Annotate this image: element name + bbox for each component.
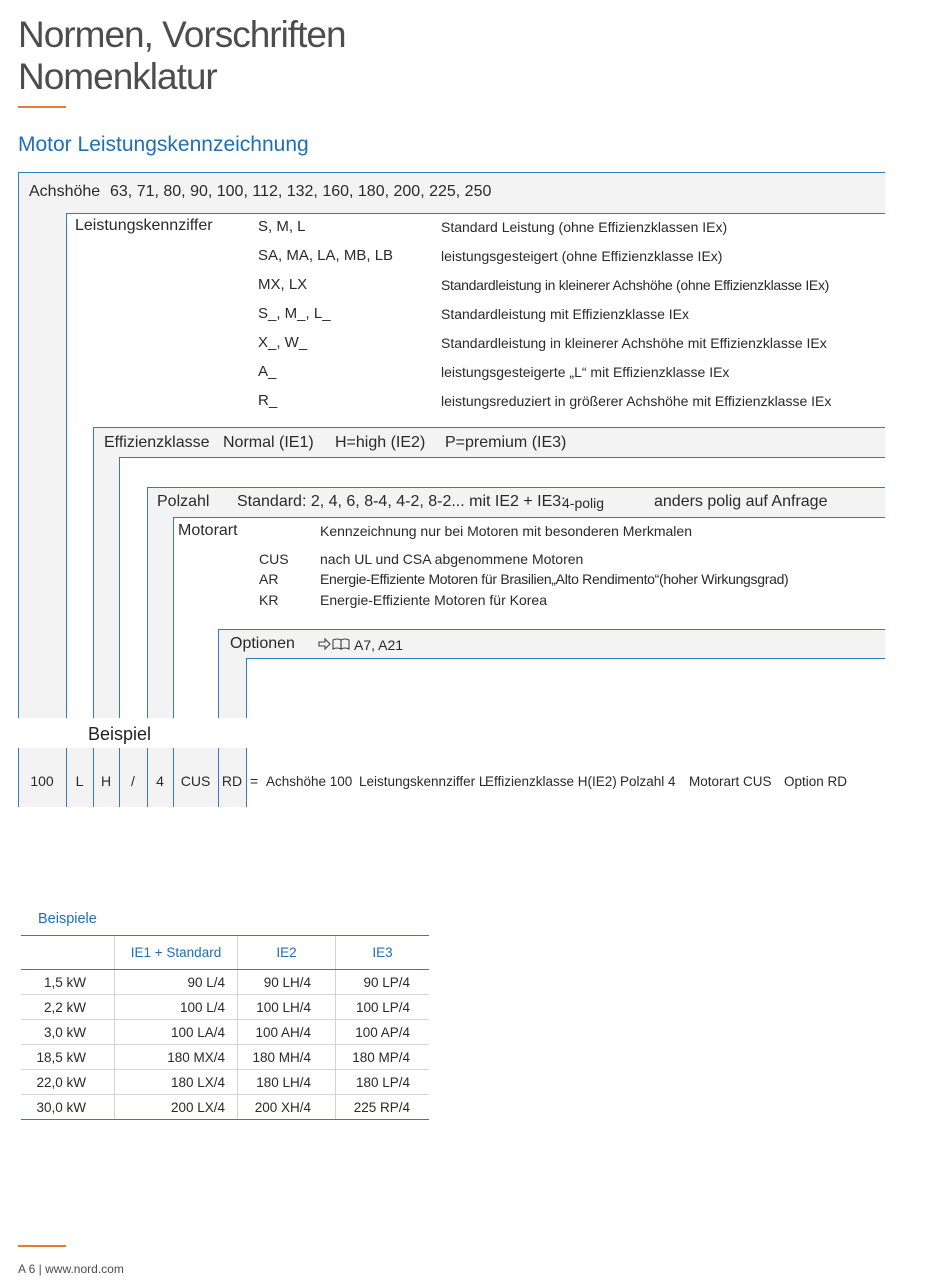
table-row — [21, 970, 429, 995]
leistung-code-1: S, M, L — [258, 218, 306, 235]
leistung-desc-6: leistungsgesteigerte „L“ mit Effizienzklasse IEx — [441, 364, 730, 380]
line-h-separator — [119, 457, 885, 458]
title-line-2: Nomenklatur — [18, 56, 217, 97]
table-cell-ie2: 180 MH/4 — [238, 1045, 336, 1070]
band-col-5 — [148, 517, 173, 718]
line-v-motorart — [173, 517, 174, 718]
table-cell-ie3: 100 LP/4 — [336, 995, 430, 1020]
leistung-desc-5: Standardleistung in kleinerer Achshöhe mit Effizienzklasse IEx — [441, 335, 827, 351]
table-header-power — [21, 936, 115, 970]
line-h-leistung — [66, 213, 885, 214]
footer-text: A 6 | www.nord.com — [18, 1262, 124, 1276]
motorart-code-2: AR — [259, 571, 279, 587]
table-row — [21, 1095, 429, 1120]
effizienz-ie3: P=premium (IE3) — [445, 434, 567, 451]
table-row — [21, 1045, 429, 1070]
table-cell-ie1: 200 LX/4 — [115, 1095, 238, 1120]
motorart-desc-2: Energie-Effiziente Motoren für Brasilien„Alto Rendimento“(hoher Wirkungsgrad) — [320, 571, 789, 587]
optionen-label: Optionen — [230, 635, 295, 652]
motorart-code-3: KR — [259, 592, 279, 608]
table-cell-power: 30,0 kW — [21, 1095, 115, 1120]
effizienz-ie2: H=high (IE2) — [335, 434, 426, 451]
table-row — [21, 1020, 429, 1045]
motorart-note: Kennzeichnung nur bei Motoren mit besonderen Merkmalen — [320, 523, 692, 539]
table-cell-ie2: 200 XH/4 — [238, 1095, 336, 1120]
beispiel-cell-slash: / — [131, 773, 135, 789]
motorart-code-1: CUS — [259, 551, 289, 567]
table-row — [21, 1070, 429, 1095]
beispiel-cell-motorart: CUS — [180, 773, 211, 789]
table-header-ie2: IE2 — [238, 936, 336, 970]
table-cell-ie2: 100 LH/4 — [238, 995, 336, 1020]
leistung-desc-2: leistungsgesteigert (ohne Effizienzklasse IEx) — [441, 248, 723, 264]
beispiel-cell-achshoehe: 100 — [30, 773, 54, 789]
beispiel-cell-option: RD — [221, 773, 243, 789]
polzahl-four: 4-polig — [562, 495, 605, 511]
table-cell-ie1: 100 LA/4 — [115, 1020, 238, 1045]
line-h-optionen — [218, 629, 885, 630]
leistung-code-3: MX, LX — [258, 276, 308, 293]
beispiel-label: Beispiel — [88, 724, 152, 744]
polzahl-standard: Standard: 2, 4, 6, 8-4, 4-2, 8-2... mit IE2 + IE3: — [237, 493, 566, 510]
line-v-separator — [119, 457, 120, 718]
motorart-desc-1: nach UL und CSA abgenommene Motoren — [320, 551, 584, 567]
section-title: Motor Leistungskennzeichnung — [18, 133, 309, 156]
line-v-leistung — [66, 213, 67, 718]
title-line-1: Normen, Vorschriften — [18, 14, 346, 55]
table-cell-ie2: 100 AH/4 — [238, 1020, 336, 1045]
line-v-polzahl — [147, 487, 148, 718]
leistung-desc-1: Standard Leistung (ohne Effizienzklassen IEx) — [441, 219, 728, 235]
leistung-desc-4: Standardleistung mit Effizienzklasse IEx — [441, 306, 689, 322]
title-rule — [18, 106, 66, 108]
beispiel-explain-leistung: Leistungskennziffer L — [359, 774, 487, 789]
table-header-row — [21, 936, 429, 970]
leistung-code-4: S_, M_, L_ — [258, 305, 331, 322]
table-header-ie1: IE1 + Standard — [115, 936, 238, 970]
line-h-effizienz — [93, 427, 885, 428]
line-h-motorart — [173, 517, 885, 518]
leistung-code-6: A_ — [258, 363, 277, 380]
arrow-book-icon — [318, 637, 350, 656]
beispiel-explain-motorart: Motorart CUS — [689, 774, 772, 789]
page-title — [18, 14, 346, 98]
table-cell-ie3: 225 RP/4 — [336, 1095, 430, 1120]
beispiel-explain-effizienz: Effizienzklasse H(IE2) — [485, 774, 617, 789]
beispiele-table — [21, 935, 429, 1120]
table-cell-power: 3,0 kW — [21, 1020, 115, 1045]
leistung-desc-3: Standardleistung in kleinerer Achshöhe (ohne Effizienzklasse IEx) — [441, 277, 830, 293]
table-cell-ie3: 180 LP/4 — [336, 1070, 430, 1095]
line-h-polzahl — [147, 487, 885, 488]
motorart-label: Motorart — [178, 522, 238, 539]
table-cell-ie3: 100 AP/4 — [336, 1020, 430, 1045]
line-v-achshoehe — [18, 172, 19, 718]
polzahl-label: Polzahl — [157, 493, 210, 510]
beispiel-cell-effizienz: H — [100, 773, 112, 789]
effizienz-label: Effizienzklasse — [104, 434, 210, 451]
table-cell-power: 22,0 kW — [21, 1070, 115, 1095]
table-cell-power: 1,5 kW — [21, 970, 115, 995]
beispiel-explain-polzahl: Polzahl 4 — [620, 774, 676, 789]
band-col-3 — [94, 457, 120, 718]
band-col-1 — [19, 213, 67, 718]
table-cell-ie1: 180 LX/4 — [115, 1070, 238, 1095]
table-row — [21, 995, 429, 1020]
table-cell-power: 2,2 kW — [21, 995, 115, 1020]
line-v-optionen-inner — [246, 658, 247, 718]
line-v-optionen — [218, 629, 219, 718]
optionen-ref: A7, A21 — [354, 637, 404, 653]
table-header-ie3: IE3 — [336, 936, 430, 970]
table-cell-ie3: 90 LP/4 — [336, 970, 430, 995]
table-cell-ie3: 180 MP/4 — [336, 1045, 430, 1070]
effizienz-ie1: Normal (IE1) — [223, 434, 314, 451]
leistung-code-7: R_ — [258, 392, 278, 409]
table-cell-ie1: 90 L/4 — [115, 970, 238, 995]
table-cell-ie1: 180 MX/4 — [115, 1045, 238, 1070]
polzahl-other: anders polig auf Anfrage — [654, 493, 828, 510]
table-cell-ie2: 90 LH/4 — [238, 970, 336, 995]
beispiel-line-8 — [246, 748, 247, 807]
band-col-7 — [219, 658, 246, 718]
line-h-achshoehe — [18, 172, 885, 173]
achshoehe-label: Achshöhe — [29, 183, 101, 200]
table-cell-ie1: 100 L/4 — [115, 995, 238, 1020]
table-cell-ie2: 180 LH/4 — [238, 1070, 336, 1095]
beispiele-title: Beispiele — [38, 911, 97, 927]
achshoehe-values: 63, 71, 80, 90, 100, 112, 132, 160, 180, 200, 225, 250 — [110, 183, 492, 200]
beispiel-cell-leistung: L — [75, 773, 84, 789]
beispiel-explain-option: Option RD — [784, 774, 848, 789]
beispiel-cell-polzahl: 4 — [156, 773, 164, 789]
leistung-desc-7: leistungsreduziert in größerer Achshöhe mit Effizienzklasse IEx — [441, 393, 832, 409]
line-h-optionen-inner — [246, 658, 885, 659]
beispiel-explain-achshoehe: Achshöhe 100 — [266, 774, 353, 789]
table-cell-power: 18,5 kW — [21, 1045, 115, 1070]
footer-rule — [18, 1245, 66, 1247]
beispiel-equals: = — [250, 773, 259, 789]
line-v-effizienz — [93, 427, 94, 718]
leistung-code-5: X_, W_ — [258, 334, 308, 351]
leistung-label: Leistungskennziffer — [75, 217, 213, 234]
motorart-desc-3: Energie-Effiziente Motoren für Korea — [320, 592, 547, 608]
leistung-code-2: SA, MA, LA, MB, LB — [258, 247, 394, 264]
